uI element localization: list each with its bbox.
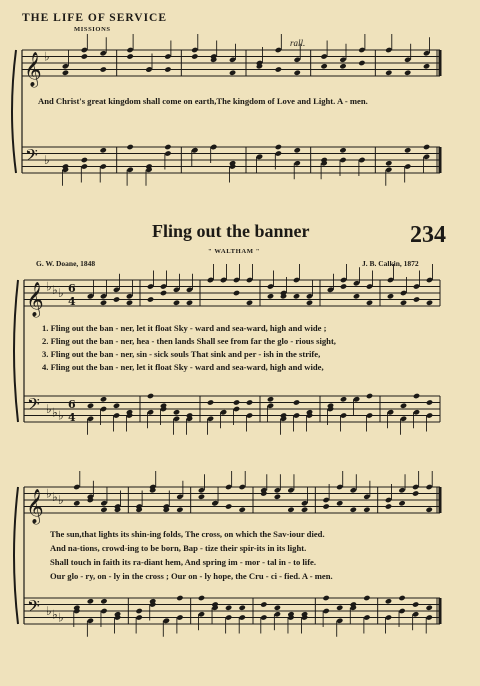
flat-icon: ♭	[52, 282, 58, 297]
verse-3-line-2: Shall touch in faith its ra-diant hem, And spring im - mor - tal in - to life.	[50, 557, 317, 567]
note-head	[339, 63, 346, 69]
note-head	[260, 601, 267, 607]
note-head	[100, 66, 107, 72]
note-head	[100, 396, 107, 402]
flat-icon: ♭	[58, 408, 64, 423]
note-head	[385, 160, 392, 166]
verse-1-line-1: 1. Fling out the ban - ner, let it float Sky - ward and sea-ward, high and wide ;	[42, 323, 327, 333]
verse-2-line-2: And na-tions, crowd-ing to be born, Bap - tize their spir-its in its light.	[50, 543, 307, 553]
note-head	[400, 403, 407, 409]
note-head	[426, 605, 433, 611]
note-head	[366, 393, 373, 399]
section-subtitle: MISSIONS	[74, 26, 111, 33]
note-head	[186, 300, 193, 306]
verse-1-line-2: The sun,that lights its shin-ing folds, The cross, on which the Sav-iour died.	[50, 529, 325, 539]
brace-icon	[14, 280, 18, 422]
note-head	[353, 293, 360, 299]
brace-icon	[12, 50, 16, 173]
note-head	[426, 300, 433, 306]
note-head	[87, 598, 94, 604]
treble-clef-icon: 𝄞	[26, 489, 44, 524]
note-head	[340, 283, 347, 289]
note-head	[412, 490, 419, 496]
note-head	[239, 507, 246, 513]
note-head	[423, 144, 430, 150]
note-head	[173, 300, 180, 306]
note-head	[207, 399, 214, 405]
note-head	[387, 293, 394, 299]
note-head	[87, 403, 94, 409]
tune-name: " WALTHAM "	[208, 248, 261, 255]
tempo-mark: rall.	[290, 38, 306, 48]
verse-4-line-2: Our glo - ry, on - ly in the cross ; Our on - ly hope, the Cru - ci - fied. A - men.	[50, 571, 333, 581]
note-head	[81, 53, 88, 59]
note-head	[404, 70, 411, 76]
note-head	[306, 300, 313, 306]
note-head	[412, 601, 419, 607]
flat-icon: ♭	[44, 153, 50, 167]
note-head	[385, 503, 392, 509]
note-head	[126, 144, 133, 150]
note-head	[363, 595, 370, 601]
note-head	[191, 53, 198, 59]
flat-icon: ♭	[52, 607, 58, 622]
note-head	[100, 300, 107, 306]
flat-icon: ♭	[58, 610, 64, 625]
note-head	[198, 494, 205, 500]
note-head	[385, 598, 392, 604]
note-head	[267, 293, 274, 299]
note-head	[320, 63, 327, 69]
note-head	[287, 507, 294, 513]
flat-icon: ♭	[46, 279, 52, 294]
note-head	[339, 147, 346, 153]
flat-icon: ♭	[52, 405, 58, 420]
note-head	[267, 396, 274, 402]
words-credit: G. W. Doane, 1848	[36, 259, 96, 268]
note-head	[225, 605, 232, 611]
note-head	[126, 53, 133, 59]
note-head	[73, 500, 80, 506]
previous-hymn-lyric: And Christ's great kingdom shall come on earth,The kingdom of Love and Light. A - men.	[38, 96, 368, 106]
note-head	[398, 500, 405, 506]
time-signature-bottom: 4	[68, 411, 76, 424]
flat-icon: ♭	[44, 49, 50, 64]
note-head	[340, 396, 347, 402]
note-head	[322, 595, 329, 601]
note-head	[413, 393, 420, 399]
note-head	[100, 598, 107, 604]
flat-icon: ♭	[46, 402, 52, 416]
note-head	[225, 503, 232, 509]
note-head	[400, 300, 407, 306]
note-head	[126, 300, 133, 306]
note-head	[336, 500, 343, 506]
hymn-title: Fling out the banner	[152, 221, 310, 241]
note-head	[229, 70, 236, 76]
music-credit: J. B. Calkin, 1872	[362, 259, 419, 268]
note-head	[363, 507, 370, 513]
note-head	[246, 300, 253, 306]
note-head	[100, 147, 107, 153]
treble-clef-icon: 𝄞	[24, 52, 42, 87]
time-signature-top: 6	[68, 282, 76, 295]
note-head	[113, 296, 120, 302]
note-head	[322, 503, 329, 509]
note-head	[404, 147, 411, 153]
brace-icon	[14, 487, 18, 624]
verse-3-line-1: 3. Fling out the ban - ner, sin - sick souls That sink and per - ish in the strife,	[42, 349, 321, 359]
note-head	[336, 605, 343, 611]
note-head	[274, 494, 281, 500]
note-head	[275, 66, 282, 72]
flat-icon: ♭	[58, 286, 64, 300]
flat-icon: ♭	[52, 489, 58, 504]
time-signature-top: 6	[68, 398, 76, 411]
verse-2-line-1: 2. Fling out the ban - ner, hea - then lands Shall see from far the glo - rious sight,	[42, 336, 336, 346]
note-head	[293, 293, 300, 299]
bass-clef-icon: 𝄢	[25, 145, 38, 169]
note-head	[426, 507, 433, 513]
note-head	[413, 296, 420, 302]
note-head	[176, 595, 183, 601]
bass-clef-icon: 𝄢	[27, 596, 40, 620]
note-head	[81, 157, 88, 163]
note-head	[301, 507, 308, 513]
note-head	[100, 507, 107, 513]
note-head	[426, 399, 433, 405]
note-head	[198, 595, 205, 601]
note-head	[135, 608, 142, 614]
note-head	[164, 144, 171, 150]
note-head	[164, 66, 171, 72]
note-head	[398, 595, 405, 601]
note-head	[275, 144, 282, 150]
hymn-number: 234	[410, 222, 446, 248]
note-head	[233, 399, 240, 405]
note-head	[113, 403, 120, 409]
note-head	[173, 409, 180, 415]
note-head	[160, 290, 167, 296]
note-head	[294, 147, 301, 153]
note-head	[350, 507, 357, 513]
note-head	[147, 296, 154, 302]
time-signature-bottom: 4	[68, 295, 76, 308]
note-head	[358, 60, 365, 66]
flat-icon: ♭	[46, 604, 52, 618]
note-head	[385, 70, 392, 76]
note-head	[294, 70, 301, 76]
note-head	[246, 399, 253, 405]
note-head	[423, 63, 430, 69]
bass-clef-icon: 𝄢	[27, 394, 40, 418]
section-title: THE LIFE OF SERVICE	[22, 12, 168, 24]
verse-4-line-1: 4. Fling out the ban - ner, let it float Sky - ward and sea-ward, high and wide,	[42, 362, 324, 372]
note-head	[147, 393, 154, 399]
note-head	[233, 290, 240, 296]
note-head	[366, 300, 373, 306]
flat-icon: ♭	[58, 493, 64, 507]
note-head	[176, 507, 183, 513]
flat-icon: ♭	[46, 486, 52, 501]
note-head	[62, 70, 69, 76]
note-head	[293, 399, 300, 405]
treble-clef-icon: 𝄞	[26, 282, 44, 317]
note-head	[239, 605, 246, 611]
note-head	[274, 605, 281, 611]
